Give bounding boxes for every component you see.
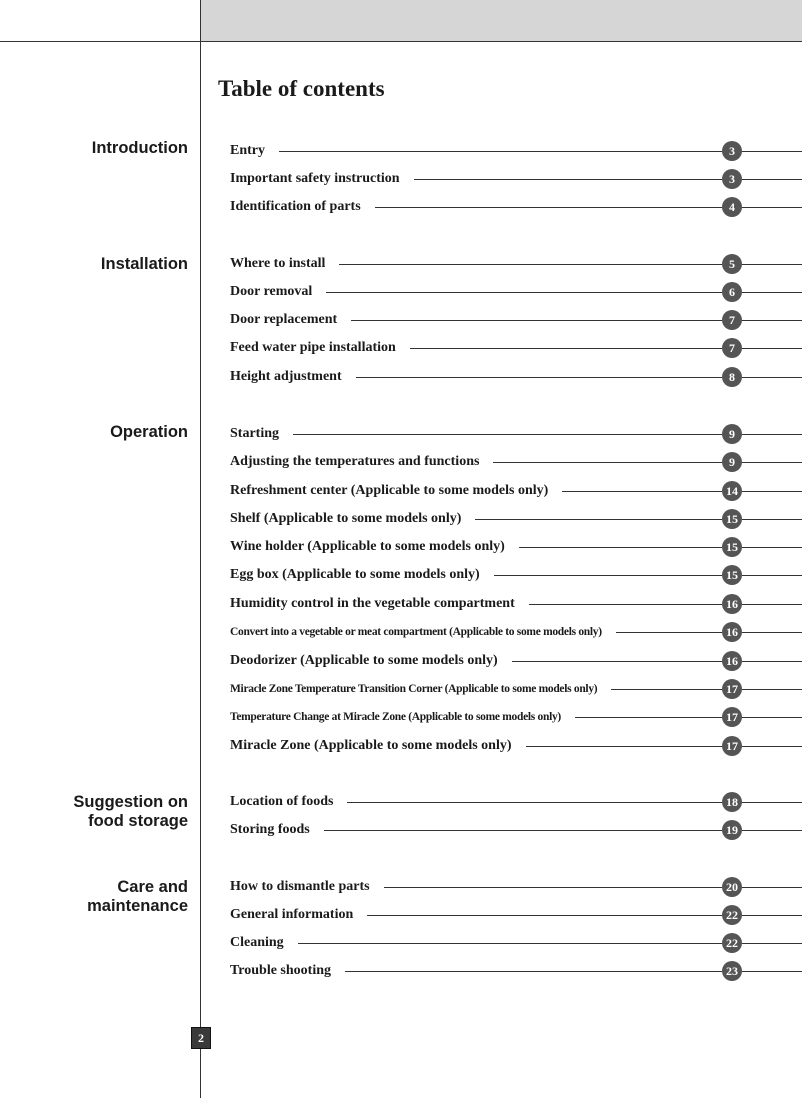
toc-entry[interactable] (230, 282, 802, 302)
leader-line (326, 292, 722, 293)
page-number-badge: 16 (722, 594, 742, 614)
page-title: Table of contents (218, 76, 385, 101)
leader-tail (742, 575, 802, 576)
toc-entry[interactable] (230, 792, 802, 812)
leader-tail (742, 491, 802, 492)
leader-line (293, 434, 722, 435)
leader-tail (742, 377, 802, 378)
toc-entry-label: Temperature Change at Miracle Zone (Applicable to some models only) (230, 711, 561, 723)
page-number-badge: 14 (722, 481, 742, 501)
page-number-badge: 19 (722, 820, 742, 840)
page-number-badge: 7 (722, 338, 742, 358)
section-introduction: Introduction (91, 139, 188, 157)
page-number-badge: 22 (722, 905, 742, 925)
toc-entry-label: Door removal (230, 284, 313, 299)
page-number-badge: 6 (722, 282, 742, 302)
leader-line (475, 519, 722, 520)
leader-tail (742, 717, 802, 718)
leader-line (375, 207, 722, 208)
leader-tail (742, 915, 802, 916)
toc-entry-label: Humidity control in the vegetable compartment (230, 596, 515, 611)
header-band (201, 0, 802, 41)
page-number-badge: 17 (722, 679, 742, 699)
leader-line (279, 151, 722, 152)
leader-line (339, 264, 722, 265)
toc-entry-label: Adjusting the temperatures and functions (230, 454, 480, 469)
toc-entry-label: Cleaning (230, 935, 284, 950)
leader-line (493, 462, 722, 463)
leader-tail (742, 887, 802, 888)
toc-entry-label: Location of foods (230, 794, 334, 809)
leader-tail (742, 943, 802, 944)
section-suggestion-food-storage: Suggestion on food storage (73, 793, 188, 830)
page-number-badge: 17 (722, 707, 742, 727)
page-number-badge: 18 (722, 792, 742, 812)
toc-entry[interactable] (230, 141, 802, 161)
leader-tail (742, 547, 802, 548)
page-number-badge: 5 (722, 254, 742, 274)
toc-entry-label: General information (230, 907, 354, 922)
section-installation: Installation (100, 255, 188, 273)
toc-entry-label: Important safety instruction (230, 171, 400, 186)
toc-entry[interactable] (230, 736, 802, 756)
leader-tail (742, 830, 802, 831)
section-care-maintenance: Care and maintenance (87, 878, 188, 915)
page-number-badge: 20 (722, 877, 742, 897)
page-number-badge: 7 (722, 310, 742, 330)
leader-tail (742, 348, 802, 349)
toc-entry-label: Egg box (Applicable to some models only) (230, 567, 480, 582)
toc-entry[interactable] (230, 338, 802, 358)
toc-entry-label: Starting (230, 426, 279, 441)
toc-entry[interactable] (230, 424, 802, 444)
leader-tail (742, 292, 802, 293)
section-operation: Operation (110, 423, 188, 441)
toc-entry[interactable] (230, 679, 802, 699)
toc-entry-label: Storing foods (230, 822, 310, 837)
leader-tail (742, 971, 802, 972)
page-number-badge: 15 (722, 537, 742, 557)
leader-tail (742, 320, 802, 321)
leader-line (529, 604, 722, 605)
leader-line (494, 575, 722, 576)
page-number-badge: 15 (722, 509, 742, 529)
toc-entry-label: Identification of parts (230, 199, 361, 214)
toc-entry-label: Refreshment center (Applicable to some models only) (230, 483, 549, 498)
toc-entry-label: How to dismantle parts (230, 879, 370, 894)
leader-line (526, 746, 722, 747)
leader-tail (742, 519, 802, 520)
leader-line (324, 830, 722, 831)
toc-entry[interactable] (230, 707, 802, 727)
leader-tail (742, 207, 802, 208)
page-number-badge: 4 (722, 197, 742, 217)
toc-entry[interactable] (230, 310, 802, 330)
leader-tail (742, 689, 802, 690)
header-divider (0, 41, 802, 42)
toc-entry[interactable] (230, 254, 802, 274)
leader-line (345, 971, 722, 972)
leader-tail (742, 264, 802, 265)
leader-line (575, 717, 722, 718)
page-number-badge: 8 (722, 367, 742, 387)
toc-entry[interactable] (230, 820, 802, 840)
leader-line (562, 491, 722, 492)
toc-entry[interactable] (230, 594, 802, 614)
leader-line (347, 802, 722, 803)
page-number-badge: 17 (722, 736, 742, 756)
page-number-badge: 23 (722, 961, 742, 981)
vertical-divider (200, 0, 201, 1098)
leader-tail (742, 179, 802, 180)
leader-line (611, 689, 722, 690)
toc-entry[interactable] (230, 537, 802, 557)
page-number-badge: 3 (722, 169, 742, 189)
toc-entry[interactable] (230, 452, 802, 472)
page-number-badge: 3 (722, 141, 742, 161)
page-number-badge: 9 (722, 424, 742, 444)
toc-entry-label: Where to install (230, 256, 326, 271)
leader-line (351, 320, 722, 321)
page-number-badge: 15 (722, 565, 742, 585)
toc-entry-label: Trouble shooting (230, 963, 332, 978)
toc-entry[interactable] (230, 961, 802, 981)
leader-tail (742, 462, 802, 463)
toc-entry-label: Feed water pipe installation (230, 340, 396, 355)
page-number: 2 (191, 1027, 211, 1049)
leader-tail (742, 434, 802, 435)
leader-line (414, 179, 722, 180)
toc-entry-label: Wine holder (Applicable to some models only) (230, 539, 505, 554)
leader-line (616, 632, 722, 633)
toc-entry[interactable] (230, 509, 802, 529)
toc-entry[interactable] (230, 197, 802, 217)
leader-line (298, 943, 722, 944)
toc-entry[interactable] (230, 933, 802, 953)
leader-line (384, 887, 722, 888)
toc-entry[interactable] (230, 169, 802, 189)
toc-entry-label: Miracle Zone (Applicable to some models only) (230, 738, 512, 753)
toc-entry[interactable] (230, 905, 802, 925)
toc-entry[interactable] (230, 622, 802, 642)
toc-entry[interactable] (230, 481, 802, 501)
leader-tail (742, 604, 802, 605)
toc-entry-label: Deodorizer (Applicable to some models only) (230, 653, 498, 668)
page-number-badge: 9 (722, 452, 742, 472)
leader-line (367, 915, 722, 916)
page-number-badge: 22 (722, 933, 742, 953)
toc-entry[interactable] (230, 651, 802, 671)
page-number-badge: 16 (722, 651, 742, 671)
toc-entry-label: Entry (230, 143, 265, 158)
leader-tail (742, 802, 802, 803)
leader-tail (742, 151, 802, 152)
toc-entry-label: Door replacement (230, 312, 338, 327)
leader-tail (742, 661, 802, 662)
leader-tail (742, 746, 802, 747)
toc-entry[interactable] (230, 565, 802, 585)
toc-entry-label: Height adjustment (230, 369, 342, 384)
toc-entry[interactable] (230, 877, 802, 897)
toc-entry[interactable] (230, 367, 802, 387)
leader-line (356, 377, 722, 378)
leader-line (519, 547, 722, 548)
leader-line (410, 348, 722, 349)
leader-line (512, 661, 722, 662)
toc-entry-label: Convert into a vegetable or meat compartment (Applicable to some models only) (230, 626, 602, 638)
leader-tail (742, 632, 802, 633)
toc-entry-label: Miracle Zone Temperature Transition Corner (Applicable to some models only) (230, 683, 598, 695)
toc-entry-label: Shelf (Applicable to some models only) (230, 511, 462, 526)
page-number-badge: 16 (722, 622, 742, 642)
